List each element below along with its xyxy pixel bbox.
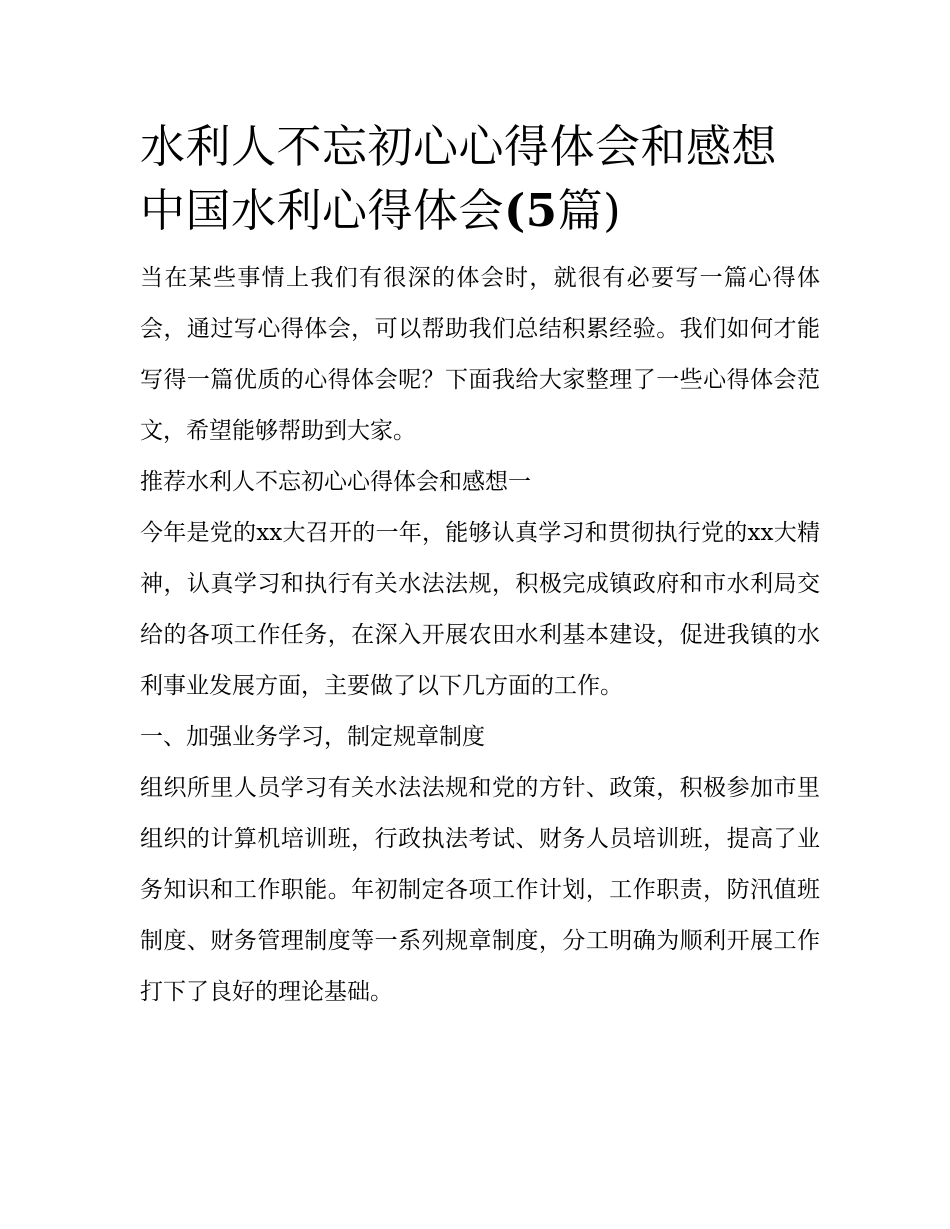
paragraph-section-heading: 一、加强业务学习，制定规章制度 [140,724,485,750]
title-count: (5 [504,184,558,237]
document-title: 水利人不忘初心心得体会和感想 中国水利心得体会(5篇) [140,120,778,237]
paragraph-heading-one: 推荐水利人不忘初心心得体会和感想一 [140,469,531,495]
paragraph-work-summary: 今年是党的xx大召开的一年，能够认真学习和贯彻执行党的xx大精神，认真学习和执行有关水法法规，积极完成镇政府和市水利局交给的各项工作任务，在深入开展农田水利基本建设，促进我镇的水利事业发展方面，主要做了以下几方面的工作。 [140,520,820,699]
paragraph-intro: 当在某些事情上我们有很深的体会时，就很有必要写一篇心得体会，通过写心得体会，可以帮助我们总结积累经验。我们如何才能写得一篇优质的心得体会呢？下面我给大家整理了一些心得体会范文，希望能够帮助到大家。 [140,265,820,444]
paragraph-section-body: 组织所里人员学习有关水法法规和党的方针、政策，积极参加市里组织的计算机培训班，行政执法考试、财务人员培训班，提高了业务知识和工作职能。年初制定各项工作计划，工作职责，防汛值班制度、财务管理制度等一系列规章制度，分工明确为顺利开展工作打下了良好的理论基础。 [140,775,820,1005]
document-body [140,115,820,1018]
